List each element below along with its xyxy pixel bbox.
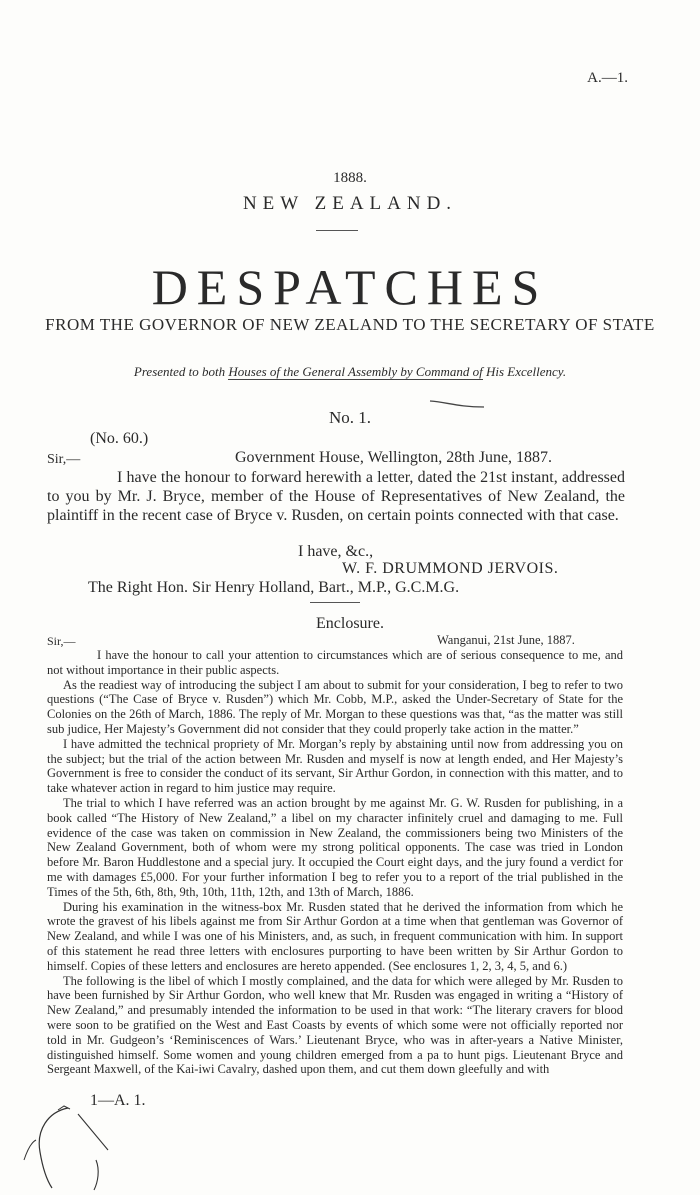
letter-number: No. 1. — [328, 408, 372, 427]
divider — [316, 230, 358, 231]
letter-body-text: I have the honour to forward herewith a letter, dated the 21st instant, addressed to you by Mr. J. Bryce, member of the House of Representatives of New Zealand, the plaintiff in the recent case of Bryce v. Rusden, on certain points connected with that case. — [47, 469, 625, 524]
enclosure-place-date: Wanganui, 21st June, 1887. — [437, 633, 575, 647]
paragraph: The following is the libel of which I mostly complained, and the data for which were alleged by Mr. Rusden to have been furnished by Sir Arthur Gordon, who well knew that Mr. Rusden was engaged in writing a “History of New Zealand,” and presumably intended the information to be used in that work: “The literary cravers for blood were soon to be gratified on the West and East Coasts by events of which some were not officially reported nor told in Mr. Gudgeon’s ‘Reminiscences of Wars.’ Lieutenant Bryce, who was in after-years a Native Minister, distinguished himself. Some women and young children emerged from a pa to hunt pigs. Lieutenant Bryce and Sergeant Maxwell, of the Kai-iwi Cavalry, dashed upon them, and cut them down gleefully and with — [47, 973, 623, 1077]
divider — [310, 602, 360, 603]
paragraph: I have admitted the technical propriety of Mr. Morgan’s reply by abstaining until now from addressing you on the subject; but the trial of the action between Mr. Rusden and myself is now at length ended, and Her Majesty’s Government is free to consider the conduct of its servant, Sir Arthur Gordon, in connection with this matter, and to take whatever action in regard to him justice may require. — [47, 736, 623, 796]
document-subtitle: FROM THE GOVERNOR OF NEW ZEALAND TO THE SECRETARY OF STATE — [45, 315, 655, 334]
country-heading: NEW ZEALAND. — [242, 193, 458, 214]
presented-part1: Presented to both — [133, 364, 229, 379]
signature-mark: 1—A. 1. — [90, 1092, 146, 1109]
enclosure-title: Enclosure. — [316, 615, 384, 632]
stamp-mark — [18, 1100, 118, 1195]
salutation: Sir,— — [47, 452, 81, 467]
closing: I have, &c., — [298, 543, 374, 560]
swash-ornament — [428, 398, 488, 412]
enclosure-salutation: Sir,— — [47, 634, 76, 648]
presented-line — [0, 364, 700, 380]
paragraph: As the readiest way of introducing the subject I am about to submit for your consideration, I beg to refer to two questions (“The Case of Bryce v. Rusden”) which Mr. Cobb, M.P., asked the Under-Secretary of State for the Colonies on the 26th of March, 1886. The reply of Mr. Morgan to these questions was that, “as the matter was still sub judice, Her Majesty’s Government did not consider that they could properly take action in the matter.” — [47, 677, 623, 736]
paragraph: I have the honour to call your attention to circumstances which are of serious consequence to me, and not without importance in their public aspects. — [47, 648, 623, 677]
page-reference: A.—1. — [587, 70, 628, 86]
presented-part2: His Excellency. — [482, 364, 567, 379]
year: 1888. — [333, 170, 367, 186]
letter-body — [47, 468, 625, 525]
presented-underlined: Houses of the General Assembly by Command of — [228, 364, 483, 379]
document-title: DESPATCHES — [151, 259, 549, 315]
despatch-reference: (No. 60.) — [90, 430, 149, 447]
paragraph: During his examination in the witness-box Mr. Rusden stated that he derived the information from which he wrote the gravest of his libels against me from Sir Arthur Gordon at a time when that gentleman was Governor of New Zealand, and while I was one of his Ministers, and, as such, in frequent communication with him. In support of this statement he read three letters with enclosures purporting to have been written by Sir Arthur Gordon to himself. Copies of these letters and enclosures are hereto appended. (See enclosures 1, 2, 3, 4, 5, and 6.) — [47, 899, 623, 973]
addressee: The Right Hon. Sir Henry Holland, Bart., M.P., G.C.M.G. — [88, 579, 460, 596]
paragraph: The trial to which I have referred was an action brought by me against Mr. G. W. Rusden for publishing, in a book called “The History of New Zealand,” a libel on my character infinitely cruel and damaging to me. Full evidence of the case was taken on commission in New Zealand, the commissioners being two Ministers of the New Zealand Government, both of whom were my strong political opponents. The case was tried in London before Mr. Baron Huddlestone and a special jury. It occupied the Court eight days, and the jury found a verdict for me with damages £5,000. For your further information I beg to refer you to a report of the trial published in the Times of the 5th, 6th, 8th, 9th, 10th, 11th, 12th, and 13th of March, 1886. — [47, 795, 623, 899]
enclosure-body — [47, 648, 623, 1077]
signature: W. F. DRUMMOND JERVOIS. — [342, 560, 559, 577]
place-date: Government House, Wellington, 28th June, 1887. — [235, 449, 553, 466]
